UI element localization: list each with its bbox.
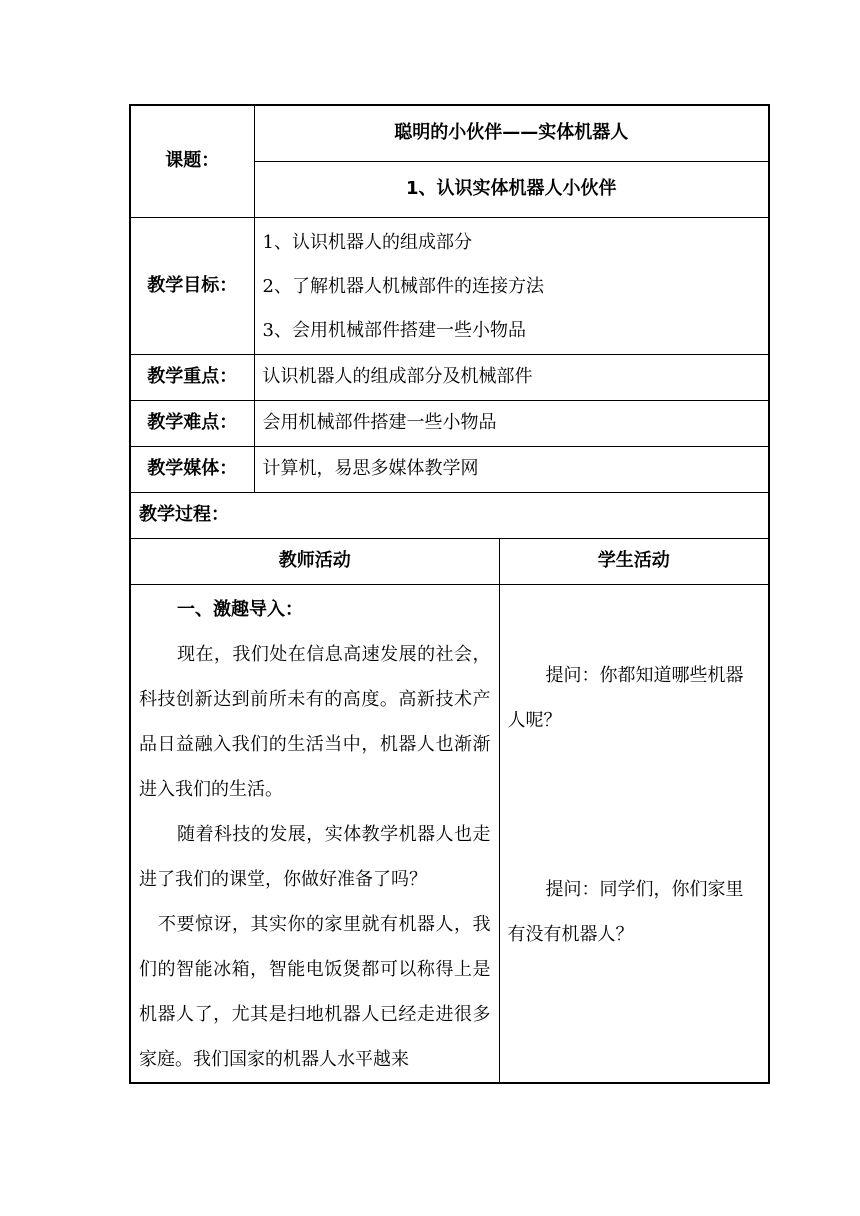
- topic-label: [130, 105, 254, 217]
- topic-label-left: 课: [165, 150, 184, 172]
- topic-label-right: 题：: [183, 150, 220, 172]
- activity-header-row: [130, 538, 769, 584]
- topic-row: [130, 105, 769, 161]
- process-label: 教学过程：: [130, 492, 769, 538]
- activity-content-row: [130, 584, 769, 1083]
- difficulty-row: [130, 400, 769, 446]
- process-row: [130, 492, 769, 538]
- key-points-value: 认识机器人的组成部分及机械部件: [254, 354, 769, 400]
- difficulty-label: 教学难点：: [130, 400, 254, 446]
- section-heading: 一、激趣导入：: [177, 598, 303, 620]
- goals-list: [254, 217, 769, 354]
- lesson-plan-table: [129, 104, 770, 1084]
- student-question: 提问：你都知道哪些机器人呢？: [507, 664, 744, 731]
- key-points-row: [130, 354, 769, 400]
- key-points-label: 教学重点：: [130, 354, 254, 400]
- goal-item: 1、认识机器人的组成部分: [262, 231, 472, 253]
- student-activity-cell: [499, 584, 769, 1083]
- teacher-activity-header: 教师活动: [130, 538, 499, 584]
- goals-label: 教学目标：: [130, 217, 254, 354]
- teacher-paragraph: 随着科技的发展，实体教学机器人也走进了我们的课堂，你做好准备了吗？: [139, 823, 491, 890]
- goal-item: 2、了解机器人机械部件的连接方法: [262, 275, 544, 297]
- teacher-activity-cell: [130, 584, 499, 1083]
- student-activity-header: 学生活动: [499, 538, 769, 584]
- media-value: 计算机，易思多媒体教学网: [254, 446, 769, 492]
- goal-item: 3、会用机械部件搭建一些小物品: [262, 319, 526, 341]
- teacher-paragraph: 现在，我们处在信息高速发展的社会，科技创新达到前所未有的高度。高新技术产品日益融入我们的生活当中，机器人也渐渐进入我们的生活。: [139, 643, 491, 800]
- media-label: 教学媒体：: [130, 446, 254, 492]
- difficulty-value: 会用机械部件搭建一些小物品: [254, 400, 769, 446]
- lesson-title: 聪明的小伙伴——实体机器人: [254, 105, 769, 161]
- goals-row: [130, 217, 769, 354]
- media-row: [130, 446, 769, 492]
- teacher-paragraph: 不要惊讶，其实你的家里就有机器人，我们的智能冰箱，智能电饭煲都可以称得上是机器人了，尤其是扫地机器人已经走进很多家庭。我们国家的机器人水平越来: [139, 913, 491, 1070]
- lesson-subtitle: 1、认识实体机器人小伙伴: [254, 161, 769, 217]
- student-question: 提问：同学们，你们家里有没有机器人？: [507, 878, 744, 945]
